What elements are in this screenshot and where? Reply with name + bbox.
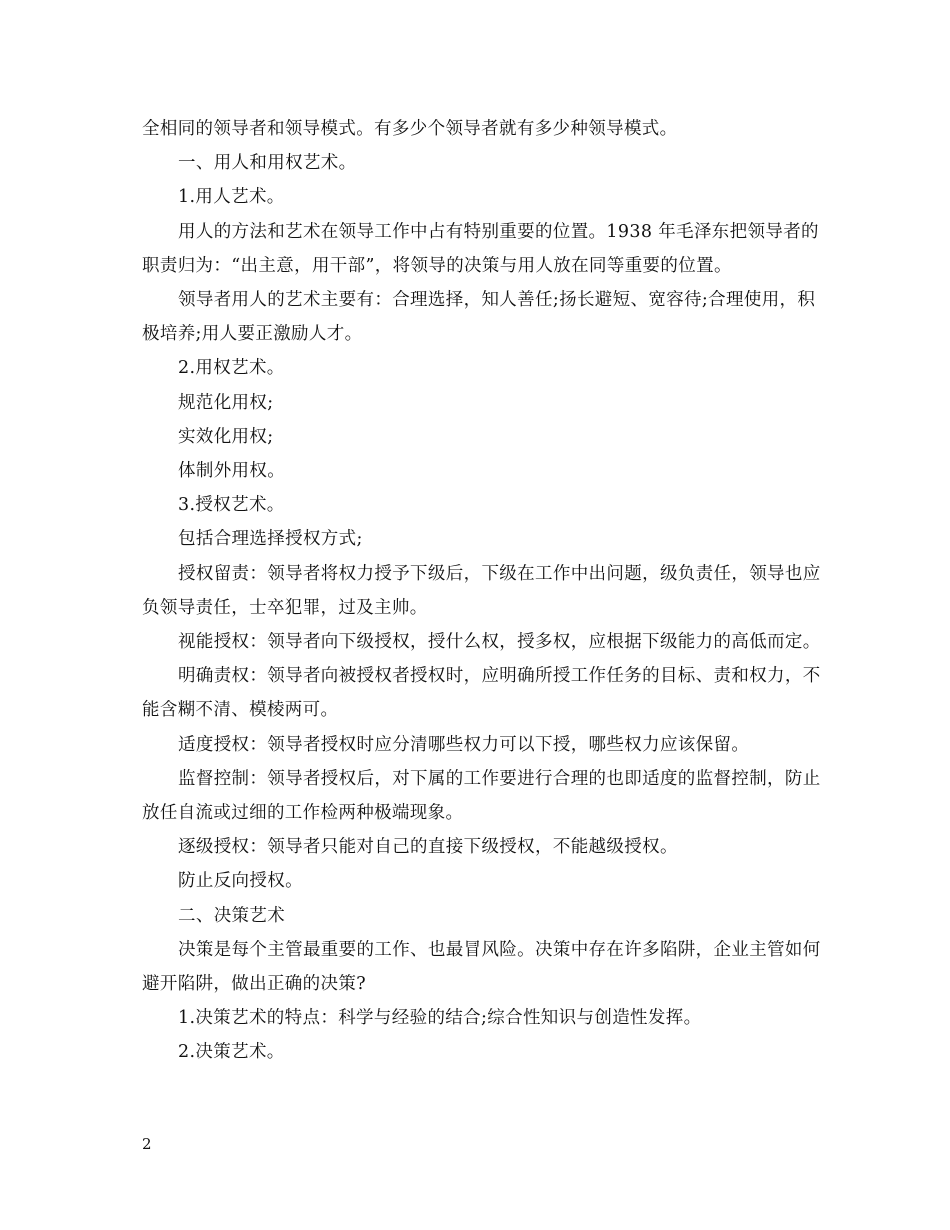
paragraph-10: 包括合理选择授权方式;	[178, 529, 363, 550]
paragraph-3: 用人的方法和艺术在领导工作中占有特别重要的位置。1938 年毛泽东把领导者的职责归为：“出主意，用干部”，将领导的决策与用人放在同等重要的位置。	[142, 221, 819, 276]
paragraph-14: 适度授权：领导者授权时应分清哪些权力可以下授，哪些权力应该保留。	[178, 734, 750, 755]
subheading-1-1: 1.用人艺术。	[178, 187, 285, 208]
heading-2: 二、决策艺术	[178, 905, 286, 926]
list-item-7: 实效化用权;	[178, 426, 274, 447]
list-item-8: 体制外用权。	[178, 461, 286, 482]
paragraph-16: 逐级授权：领导者只能对自己的直接下级授权，不能越级授权。	[178, 837, 678, 858]
paragraph-4: 领导者用人的艺术主要有：合理选择，知人善任;扬长避短、宽容待;合理使用，积极培养;用人要正激励人才。	[142, 290, 816, 345]
paragraph-17: 防止反向授权。	[178, 871, 303, 892]
subheading-1-3: 3.授权艺术。	[178, 495, 285, 516]
paragraph-15: 监督控制：领导者授权后，对下属的工作要进行合理的也即适度的监督控制，防止放任自流或过细的工作检两种极端现象。	[142, 768, 821, 824]
page-number: 2	[142, 1135, 152, 1153]
paragraph-0: 全相同的领导者和领导模式。有多少个领导者就有多少种领导模式。	[142, 119, 678, 139]
paragraph-19: 决策是每个主管最重要的工作、也最冒风险。决策中存在许多陷阱，企业主管如何避开陷阱，做出正确的决策?	[142, 939, 821, 995]
subheading-1-2: 2.用权艺术。	[178, 358, 285, 379]
list-item-6: 规范化用权;	[178, 392, 274, 413]
paragraph-12: 视能授权：领导者向下级授权，授什么权，授多权，应根据下级能力的高低而定。	[178, 632, 821, 653]
subheading-2-1: 1.决策艺术的特点：科学与经验的结合;综合性知识与创造性发挥。	[178, 1008, 702, 1029]
heading-1: 一、用人和用权艺术。	[178, 153, 357, 174]
subheading-2-2: 2.决策艺术。	[178, 1042, 285, 1063]
paragraph-13: 明确责权：领导者向被授权者授权时，应明确所授工作任务的目标、责和权力，不能含糊不清、模棱两可。	[142, 666, 821, 721]
body-text	[142, 112, 822, 1070]
paragraph-11: 授权留责：领导者将权力授予下级后，下级在工作中出问题，级负责任，领导也应负领导责任，士卒犯罪，过及主帅。	[142, 563, 821, 618]
